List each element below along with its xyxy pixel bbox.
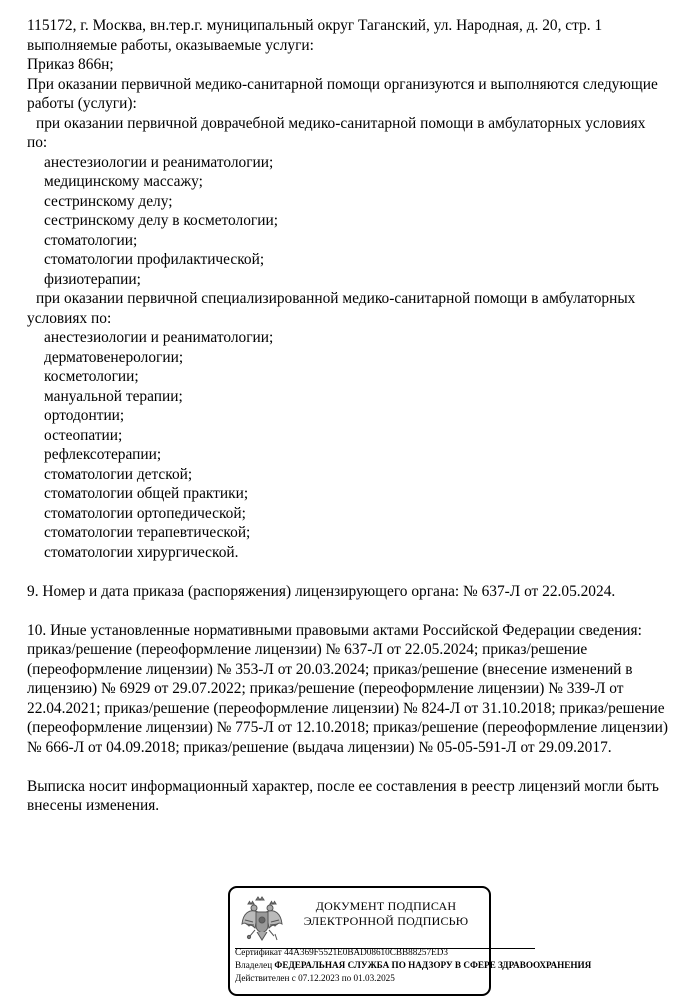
list-item: рефлексотерапии; xyxy=(44,446,162,463)
address: 115172, г. Москва, вн.тер.г. муниципальный округ Таганский, ул. Народная, д. 20, стр. 1 xyxy=(27,17,603,34)
stamp-certificate-label: Сертификат xyxy=(235,947,282,957)
stamp-certificate xyxy=(235,946,448,958)
stamp-title xyxy=(296,899,476,929)
electronic-signature-stamp xyxy=(228,886,592,996)
section-primary-heading: при оказании первичной доврачебной медико-санитарной помощи в амбулаторных условиях xyxy=(36,114,646,132)
list-item: ортодонтии; xyxy=(44,407,125,424)
stamp-owner xyxy=(235,959,591,971)
disclaimer-line: внесены изменения. xyxy=(27,797,160,814)
list-item: стоматологии терапевтической; xyxy=(44,524,251,541)
stamp-title-line: ЭЛЕКТРОННОЙ ПОДПИСЬЮ xyxy=(303,914,469,928)
stamp-certificate-value: 44A369F5521E0BAD08610CBB88257ED3 xyxy=(284,947,448,957)
list-item: стоматологии хирургической. xyxy=(44,543,239,561)
item-10-line: приказ/решение (переоформление лицензии) № 637-Л от 22.05.2024; приказ/решение xyxy=(27,641,588,658)
order-ref: Приказ 866н; xyxy=(27,56,114,73)
item-10-other-info xyxy=(27,621,677,758)
item-10-line: (переоформление лицензии) № 775-Л от 12.10.2018; приказ/решение (переоформление лицензии) xyxy=(27,719,668,736)
special-items-list xyxy=(27,328,677,562)
item-10-line: № 666-Л от 04.09.2018; приказ/решение (выдача лицензии) № 05-05-591-Л от 29.09.2017. xyxy=(27,738,612,756)
works-heading: выполняемые работы, оказываемые услуги: xyxy=(27,36,314,54)
stamp-title-line: ДОКУМЕНТ ПОДПИСАН xyxy=(315,899,457,913)
list-item: стоматологии детской; xyxy=(44,465,193,483)
disclaimer xyxy=(27,777,677,816)
section-special-heading: условиях по: xyxy=(27,309,112,327)
intro-line: работы (услуги): xyxy=(27,95,137,112)
list-item: физиотерапии; xyxy=(44,270,141,288)
document-body xyxy=(27,16,677,816)
item-10-line: 10. Иные установленные нормативными правовыми актами Российской Федерации сведения: xyxy=(27,621,642,639)
item-10-line: лицензию) № 6929 от 29.07.2022; приказ/решение (переоформление лицензии) № 339-Л от xyxy=(27,680,624,697)
spacer xyxy=(27,601,677,621)
stamp-owner-value: ФЕДЕРАЛЬНАЯ СЛУЖБА ПО НАДЗОРУ В СФЕРЕ ЗДРАВООХРАНЕНИЯ xyxy=(274,960,592,970)
list-item: медицинскому массажу; xyxy=(44,173,203,190)
list-item: стоматологии ортопедической; xyxy=(44,504,246,522)
spacer xyxy=(27,757,677,777)
list-item: анестезиологии и реаниматологии; xyxy=(44,329,274,346)
list-item: стоматологии профилактической; xyxy=(44,251,265,268)
stamp-validity: Действителен с 07.12.2023 по 01.03.2025 xyxy=(235,973,395,983)
list-item: стоматологии общей практики; xyxy=(44,485,249,502)
section-primary-heading: по: xyxy=(27,134,48,151)
spacer xyxy=(27,562,677,582)
intro-line: При оказании первичной медико-санитарной помощи организуются и выполняются следующие xyxy=(27,75,658,93)
list-item: анестезиологии и реаниматологии; xyxy=(44,153,274,171)
list-item: остеопатии; xyxy=(44,426,123,444)
item-10-line: 22.04.2021; приказ/решение (переоформление лицензии) № 824-Л от 31.10.2018; приказ/решение xyxy=(27,699,665,717)
list-item: сестринскому делу в косметологии; xyxy=(44,212,278,229)
primary-items-list xyxy=(27,153,677,290)
russian-coat-of-arms-icon xyxy=(239,894,285,944)
list-item: стоматологии; xyxy=(44,231,138,249)
section-special-heading: при оказании первичной специализированной медико-санитарной помощи в амбулаторных xyxy=(36,290,636,307)
item-10-line: (переоформление лицензии) № 353-Л от 20.03.2024; приказ/решение (внесение изменений в xyxy=(27,660,633,678)
list-item: дерматовенерологии; xyxy=(44,348,184,366)
list-item: мануальной терапии; xyxy=(44,387,183,405)
list-item: косметологии; xyxy=(44,368,139,385)
item-9-order-number: 9. Номер и дата приказа (распоряжения) лицензирующего органа: № 637-Л от 22.05.2024. xyxy=(27,582,616,600)
disclaimer-line: Выписка носит информационный характер, после ее составления в реестр лицензий могли быть xyxy=(27,777,659,795)
list-item: сестринскому делу; xyxy=(44,192,173,210)
stamp-owner-label: Владелец xyxy=(235,960,273,970)
